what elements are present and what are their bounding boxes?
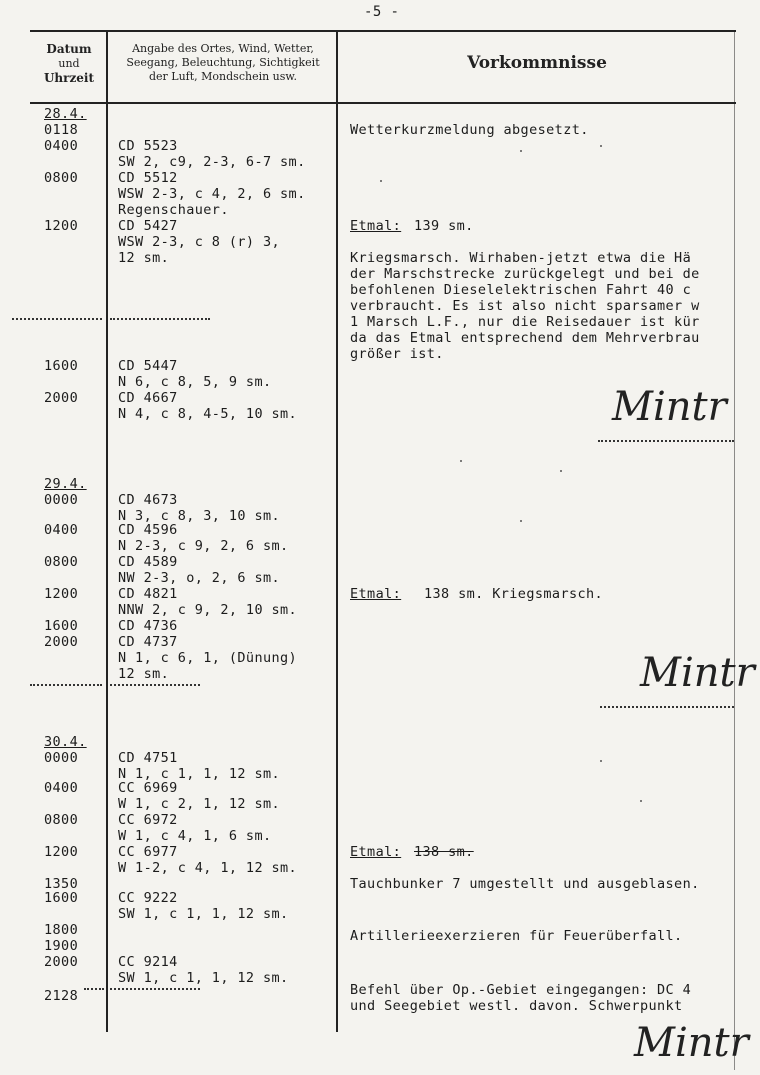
scan-speck: [600, 145, 602, 147]
time: 1200: [44, 844, 79, 860]
time: 1600: [44, 618, 79, 634]
scan-speck: [640, 800, 642, 802]
date-30-4: 30.4.: [44, 734, 87, 750]
date-29-4: 29.4.: [44, 476, 87, 492]
time: 2000: [44, 390, 79, 406]
time: 0000: [44, 750, 79, 766]
column-divider-1: [106, 30, 108, 1032]
signature: Mintr: [634, 1020, 749, 1066]
etmal-value: 138 sm.: [414, 844, 474, 860]
position-line: WSW 2-3, c 4, 2, 6 sm.: [118, 186, 306, 202]
dotted-divider: [110, 988, 200, 990]
position-line: CD 4736: [118, 618, 178, 634]
position-line: WSW 2-3, c 8 (r) 3,: [118, 234, 281, 250]
scan-speck: [600, 760, 602, 762]
dotted-divider: [12, 318, 102, 320]
remark-line: größer ist.: [350, 346, 444, 362]
position-line: CD 5427: [118, 218, 178, 234]
signature: Mintr: [612, 384, 727, 430]
dotted-divider: [110, 318, 210, 320]
position-line: SW 1, c 1, 1, 12 sm.: [118, 906, 289, 922]
position-line: 12 sm.: [118, 666, 170, 682]
time: 2000: [44, 954, 79, 970]
header-vorkommnisse: Vorkommnisse: [467, 53, 607, 73]
top-rule: [30, 30, 736, 32]
scan-speck: [520, 520, 522, 522]
position-line: CD 5523: [118, 138, 178, 154]
etmal-value: 138 sm. Kriegsmarsch.: [424, 586, 604, 602]
time: 1900: [44, 938, 79, 954]
time: 0800: [44, 812, 79, 828]
event-artillerie: Artillerieexerzieren für Feuerüberfall.: [350, 928, 683, 944]
time: 1800: [44, 922, 79, 938]
position-line: N 4, c 8, 4-5, 10 sm.: [118, 406, 298, 422]
position-line: CC 6977: [118, 844, 178, 860]
time: 0118: [44, 122, 79, 138]
event-tauchbunker: Tauchbunker 7 umgestellt und ausgeblasen.: [350, 876, 700, 892]
remark-line: Kriegsmarsch. Wirhaben-jetzt etwa die Hä: [350, 250, 692, 266]
time: 2128: [44, 988, 79, 1004]
position-line: CD 4751: [118, 750, 178, 766]
position-line: SW 1, c 1, 1, 12 sm.: [118, 970, 289, 986]
event-befehl: Befehl über Op.-Gebiet eingegangen: DC 4: [350, 982, 692, 998]
date-28-4: 28.4.: [44, 106, 87, 122]
etmal-value: 139 sm.: [414, 218, 474, 234]
time: 0800: [44, 170, 79, 186]
position-line: CD 4821: [118, 586, 178, 602]
signature: Mintr: [640, 650, 755, 696]
column-divider-2: [336, 30, 338, 1032]
scan-speck: [520, 150, 522, 152]
position-line: CC 6969: [118, 780, 178, 796]
position-line: N 2-3, c 9, 2, 6 sm.: [118, 538, 289, 554]
dotted-divider: [84, 988, 104, 990]
position-line: CC 9222: [118, 890, 178, 906]
remark-line: verbraucht. Es ist also nicht sparsamer w: [350, 298, 700, 314]
time: 1350: [44, 876, 79, 892]
position-line: N 1, c 6, 1, (Dünung): [118, 650, 298, 666]
position-line: 12 sm.: [118, 250, 170, 266]
time: 1600: [44, 890, 79, 906]
dotted-divider: [110, 684, 200, 686]
dotted-divider: [30, 684, 102, 686]
remark-line: der Marschstrecke zurückgelegt und bei de: [350, 266, 700, 282]
time: 0400: [44, 522, 79, 538]
time: 0400: [44, 780, 79, 796]
position-line: CD 5447: [118, 358, 178, 374]
scan-speck: [560, 470, 562, 472]
position-line: Regenschauer.: [118, 202, 229, 218]
position-line: CC 6972: [118, 812, 178, 828]
time: 0400: [44, 138, 79, 154]
time: 1200: [44, 218, 79, 234]
position-line: CD 4737: [118, 634, 178, 650]
page-number: -5 -: [364, 4, 400, 20]
position-line: CC 9214: [118, 954, 178, 970]
time: 0800: [44, 554, 79, 570]
position-line: NW 2-3, o, 2, 6 sm.: [118, 570, 281, 586]
position-line: N 1, c 1, 1, 12 sm.: [118, 766, 281, 782]
position-line: W 1-2, c 4, 1, 12 sm.: [118, 860, 298, 876]
remark-line: da das Etmal entsprechend dem Mehrverbrau: [350, 330, 700, 346]
time: 1200: [44, 586, 79, 602]
etmal-label: Etmal:: [350, 844, 402, 860]
position-line: NNW 2, c 9, 2, 10 sm.: [118, 602, 298, 618]
event-wetterkurzmeldung: Wetterkurzmeldung abgesetzt.: [350, 122, 589, 138]
header-datum: Datum und Uhrzeit: [43, 42, 95, 85]
time: 2000: [44, 634, 79, 650]
remark-line: befohlenen Dieselelektrischen Fahrt 40 c: [350, 282, 692, 298]
dotted-divider: [600, 706, 734, 708]
time: 0000: [44, 492, 79, 508]
position-line: CD 4673: [118, 492, 178, 508]
position-line: CD 4589: [118, 554, 178, 570]
scan-speck: [380, 180, 382, 182]
time: 1600: [44, 358, 79, 374]
position-line: CD 4667: [118, 390, 178, 406]
position-line: SW 2, c9, 2-3, 6-7 sm.: [118, 154, 306, 170]
position-line: N 3, c 8, 3, 10 sm.: [118, 508, 281, 524]
position-line: N 6, c 8, 5, 9 sm.: [118, 374, 272, 390]
position-line: W 1, c 4, 1, 6 sm.: [118, 828, 272, 844]
event-befehl: und Seegebiet westl. davon. Schwerpunkt: [350, 998, 692, 1014]
etmal-label: Etmal:: [350, 218, 402, 234]
position-line: W 1, c 2, 1, 12 sm.: [118, 796, 281, 812]
dotted-divider: [598, 440, 734, 442]
etmal-label: Etmal:: [350, 586, 402, 602]
scan-speck: [460, 460, 462, 462]
position-line: CD 5512: [118, 170, 178, 186]
remark-line: 1 Marsch L.F., nur die Reisedauer ist kür: [350, 314, 700, 330]
position-line: CD 4596: [118, 522, 178, 538]
right-edge: [734, 30, 735, 1070]
header-rule: [30, 102, 736, 104]
header-angabe: Angabe des Ortes, Wind, Wetter, Seegang, Beleuchtung, Sichtigkeit der Luft, Mondschein usw.: [126, 42, 320, 83]
